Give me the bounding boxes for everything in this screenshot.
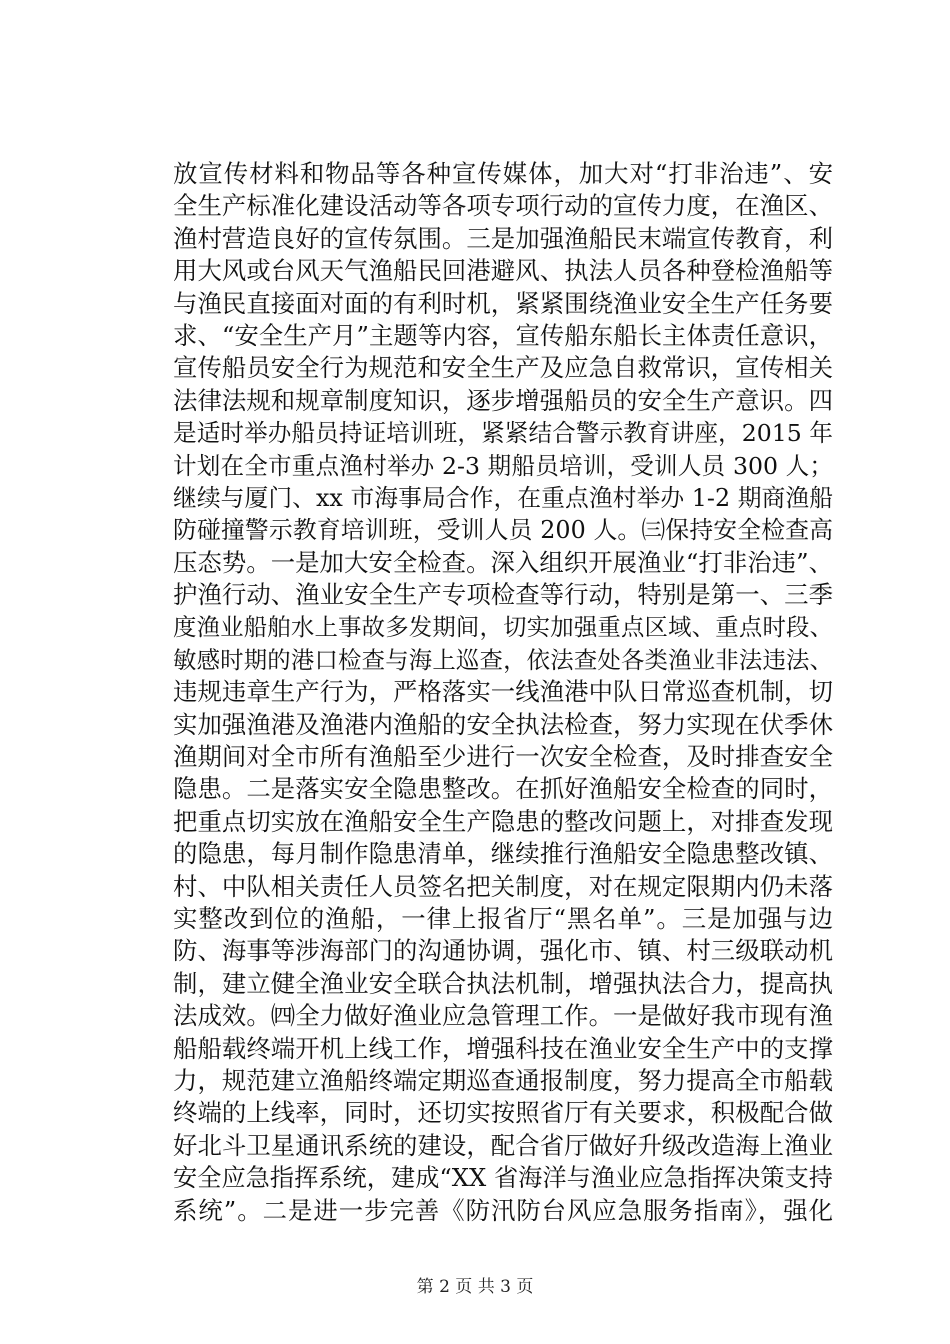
text-line: 防、海事等涉海部门的沟通协调，强化市、镇、村三级联动机 bbox=[173, 936, 833, 966]
text-line: 系统”。二是进一步完善《防汛防台风应急服务指南》，强化 bbox=[173, 1195, 833, 1225]
text-line: 力，规范建立渔船终端定期巡查通报制度，努力提高全市船载 bbox=[173, 1065, 833, 1095]
text-line: 是适时举办船员持证培训班，紧紧结合警示教育讲座，2015 年 bbox=[173, 419, 833, 448]
text-line: 度渔业船舶水上事故多发期间，切实加强重点区域、重点时段、 bbox=[173, 613, 833, 642]
text-line: 继续与厦门、xx 市海事局合作，在重点渔村举办 1-2 期商渔船 bbox=[173, 483, 833, 512]
text-line: 把重点切实放在渔船安全生产隐患的整改问题上，对排查发现 bbox=[173, 806, 833, 836]
text-line: 的隐患，每月制作隐患清单，继续推行渔船安全隐患整改镇、 bbox=[173, 839, 833, 869]
text-line: 与渔民直接面对面的有利时机，紧紧围绕渔业安全生产任务要 bbox=[173, 288, 833, 318]
text-line: 好北斗卫星通讯系统的建设，配合省厅做好升级改造海上渔业 bbox=[173, 1130, 833, 1160]
text-line: 终端的上线率，同时，还切实按照省厅有关要求，积极配合做 bbox=[173, 1098, 833, 1128]
text-line: 防碰撞警示教育培训班，受训人员 200 人。㈢保持安全检查高 bbox=[173, 516, 833, 545]
text-line: 护渔行动、渔业安全生产专项检查等行动，特别是第一、三季 bbox=[173, 580, 833, 610]
text-line: 放宣传材料和物品等各种宣传媒体，加大对“打非治违”、安 bbox=[173, 159, 833, 188]
text-line: 求、“安全生产月”主题等内容，宣传船东船长主体责任意识， bbox=[173, 320, 833, 350]
text-line: 制，建立健全渔业安全联合执法机制，增强执法合力，提高执 bbox=[173, 968, 833, 998]
text-line: 隐患。二是落实安全隐患整改。在抓好渔船安全检查的同时， bbox=[173, 774, 833, 804]
text-line: 法成效。㈣全力做好渔业应急管理工作。一是做好我市现有渔 bbox=[173, 1001, 833, 1031]
text-line: 计划在全市重点渔村举办 2-3 期船员培训，受训人员 300 人； bbox=[173, 451, 833, 480]
text-line: 违规违章生产行为，严格落实一线渔港中队日常巡查机制，切 bbox=[173, 677, 833, 707]
page-footer: 第 2 页 共 3 页 bbox=[416, 1277, 534, 1297]
text-line: 宣传船员安全行为规范和安全生产及应急自救常识，宣传相关 bbox=[173, 353, 833, 383]
text-line: 敏感时期的港口检查与海上巡查，依法查处各类渔业非法违法、 bbox=[173, 645, 833, 674]
text-line: 法律法规和规章制度知识，逐步增强船员的安全生产意识。四 bbox=[173, 385, 833, 415]
text-line: 船船载终端开机上线工作，增强科技在渔业安全生产中的支撑 bbox=[173, 1033, 833, 1063]
body-text bbox=[173, 158, 833, 1227]
text-line: 渔期间对全市所有渔船至少进行一次安全检查，及时排查安全 bbox=[173, 742, 833, 772]
text-line: 安全应急指挥系统，建成“XX 省海洋与渔业应急指挥决策支持 bbox=[173, 1164, 833, 1193]
text-line: 全生产标准化建设活动等各项专项行动的宣传力度，在渔区、 bbox=[173, 191, 833, 221]
text-line: 村、中队相关责任人员签名把关制度，对在规定限期内仍未落 bbox=[173, 871, 833, 901]
text-line: 渔村营造良好的宣传氛围。三是加强渔船民末端宣传教育，利 bbox=[173, 223, 833, 253]
text-line: 压态势。一是加大安全检查。深入组织开展渔业“打非治违”、 bbox=[173, 547, 833, 577]
text-line: 实整改到位的渔船，一律上报省厅“黑名单”。三是加强与边 bbox=[173, 903, 833, 933]
text-line: 用大风或台风天气渔船民回港避风、执法人员各种登检渔船等 bbox=[173, 256, 833, 286]
text-line: 实加强渔港及渔港内渔船的安全执法检查，努力实现在伏季休 bbox=[173, 709, 833, 739]
